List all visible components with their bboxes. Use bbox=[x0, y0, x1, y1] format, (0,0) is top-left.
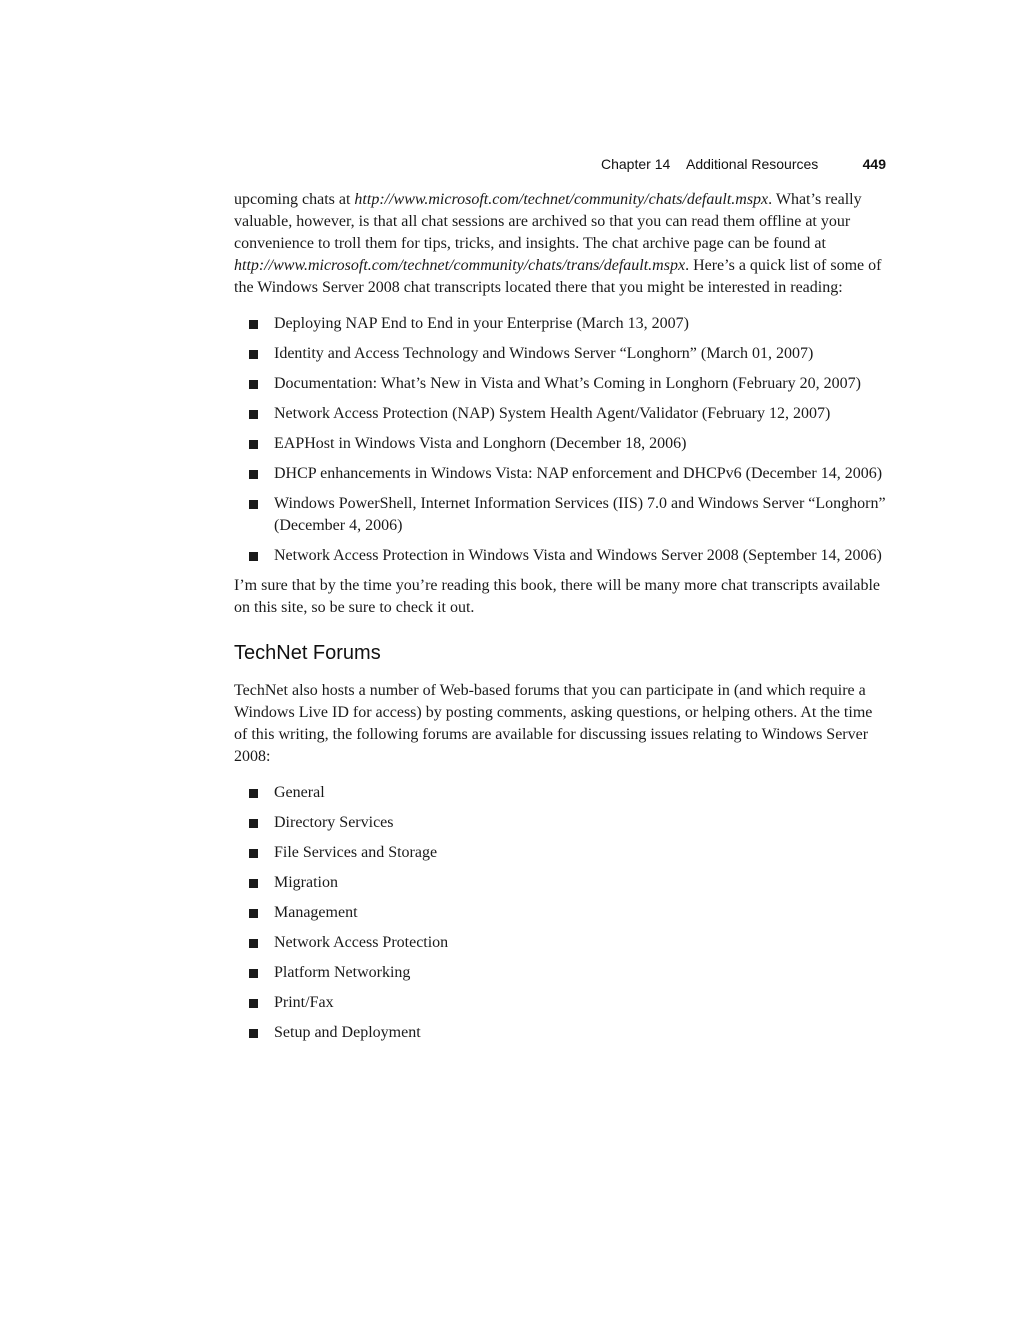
list-item: Setup and Deployment bbox=[234, 1022, 886, 1044]
list-item: File Services and Storage bbox=[234, 842, 886, 864]
bullet-icon bbox=[249, 879, 258, 888]
intro-paragraph bbox=[234, 189, 886, 299]
bullet-icon bbox=[249, 999, 258, 1008]
list-item: DHCP enhancements in Windows Vista: NAP enforcement and DHCPv6 (December 14, 2006) bbox=[234, 463, 886, 485]
list-item: Network Access Protection in Windows Vista and Windows Server 2008 (September 14, 2006) bbox=[234, 545, 886, 567]
bullet-icon bbox=[249, 552, 258, 561]
list-item: Documentation: What’s New in Vista and What’s Coming in Longhorn (February 20, 2007) bbox=[234, 373, 886, 395]
list-item: General bbox=[234, 782, 886, 804]
list-item: Identity and Access Technology and Windows Server “Longhorn” (March 01, 2007) bbox=[234, 343, 886, 365]
page-content bbox=[234, 189, 886, 1052]
chat-transcript-list bbox=[234, 313, 886, 567]
chapter-title: Additional Resources bbox=[686, 156, 819, 172]
section-heading: TechNet Forums bbox=[234, 642, 381, 664]
chats-url: http://www.microsoft.com/technet/community/chats/default.mspx bbox=[354, 191, 769, 208]
chat-archive-url: http://www.microsoft.com/technet/community/chats/trans/default.mspx bbox=[234, 257, 686, 274]
bullet-icon bbox=[249, 939, 258, 948]
bullet-icon bbox=[249, 789, 258, 798]
list-item: Network Access Protection bbox=[234, 932, 886, 954]
running-header bbox=[234, 156, 886, 176]
bullet-icon bbox=[249, 440, 258, 449]
list-item: EAPHost in Windows Vista and Longhorn (December 18, 2006) bbox=[234, 433, 886, 455]
list-item: Windows PowerShell, Internet Information Services (IIS) 7.0 and Windows Server “Longhorn” (December 4, 2006) bbox=[234, 493, 886, 537]
after-list-paragraph: I’m sure that by the time you’re reading this book, there will be many more chat transcripts available on this site, so be sure to check it out. bbox=[234, 577, 881, 616]
bullet-icon bbox=[249, 969, 258, 978]
bullet-icon bbox=[249, 1029, 258, 1038]
bullet-icon bbox=[249, 410, 258, 419]
bullet-icon bbox=[249, 909, 258, 918]
bullet-icon bbox=[249, 819, 258, 828]
list-item: Print/Fax bbox=[234, 992, 886, 1014]
intro-text-3: . Here’s a quick list of some of the Windows Server 2008 chat transcripts located there that you might be interested in reading: bbox=[234, 257, 882, 296]
list-item: Migration bbox=[234, 872, 886, 894]
chapter-label: Chapter 14 bbox=[601, 156, 671, 172]
bullet-icon bbox=[249, 320, 258, 329]
intro-text-2: . What’s really valuable, however, is that all chat sessions are archived so that you can read them offline at your convenience to troll them for tips, tricks, and insights. The chat archive page can be found at bbox=[234, 191, 862, 252]
forums-paragraph: TechNet also hosts a number of Web-based forums that you can participate in (and which require a Windows Live ID for access) by posting comments, asking questions, or helping others. At the time of this writing, the following forums are available for discussing issues relating to Windows Server 2008: bbox=[234, 682, 873, 765]
list-item: Platform Networking bbox=[234, 962, 886, 984]
list-item: Directory Services bbox=[234, 812, 886, 834]
list-item: Deploying NAP End to End in your Enterprise (March 13, 2007) bbox=[234, 313, 886, 335]
forums-list bbox=[234, 782, 886, 1044]
list-item: Network Access Protection (NAP) System Health Agent/Validator (February 12, 2007) bbox=[234, 403, 886, 425]
bullet-icon bbox=[249, 380, 258, 389]
intro-text-1: upcoming chats at bbox=[234, 191, 355, 208]
bullet-icon bbox=[249, 350, 258, 359]
bullet-icon bbox=[249, 500, 258, 509]
page-number: 449 bbox=[862, 156, 886, 172]
bullet-icon bbox=[249, 849, 258, 858]
bullet-icon bbox=[249, 470, 258, 479]
list-item: Management bbox=[234, 902, 886, 924]
